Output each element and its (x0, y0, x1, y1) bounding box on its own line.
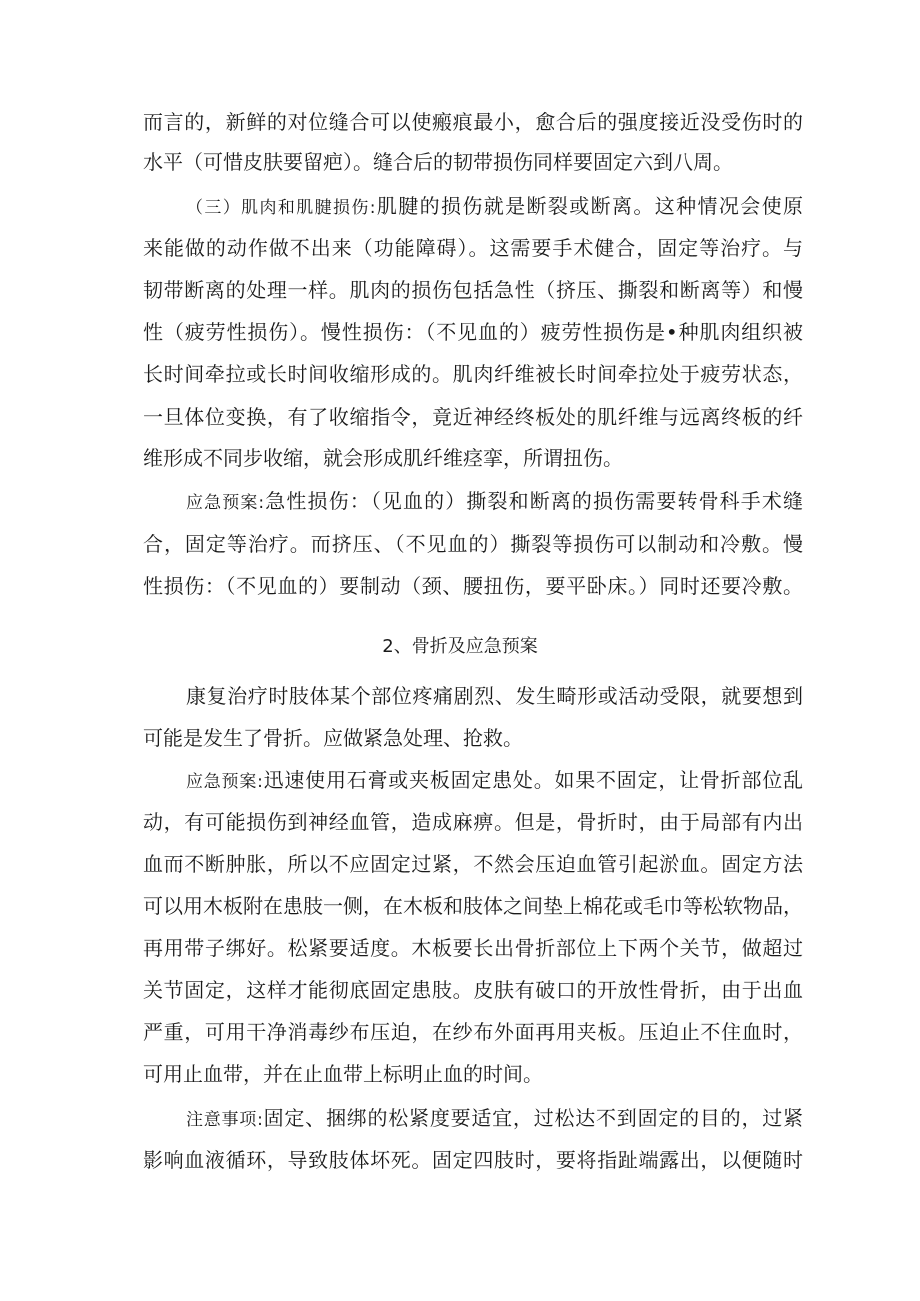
paragraph-line: 合，固定等治疗。而挤压、（不见血的）撕裂等损伤可以制动和冷敷。慢 (143, 532, 803, 556)
paragraph-line: 水平（可惜皮肤要留疤）。缝合后的韧带损伤同样要固定六到八周。 (143, 150, 733, 174)
section-label-muscle-tendon: （三）肌肉和肌腱损伤: (186, 198, 376, 218)
paragraph-line: 一旦体位变换，有了收缩指令，竟近神经终板处的肌纤维与远离终板的纤 (143, 405, 803, 429)
paragraph-line: 韧带断离的处理一样。肌肉的损伤包括急性（挤压、撕裂和断离等）和慢 (143, 278, 803, 302)
paragraph-line: 性损伤：（不见血的）要制动（颈、腰扭伤，要平卧床。）同时还要冷敷。 (143, 574, 803, 598)
paragraph-line: 影响血液循环，导致肢体坏死。固定四肢时，要将指趾端露出，以便随时 (143, 1148, 803, 1172)
paragraph-line: 严重，可用干净消毒纱布压迫，在纱布外面再用夹板。压迫止不住血时， (143, 1020, 803, 1044)
paragraph-line: 再用带子绑好。松紧要适度。木板要长出骨折部位上下两个关节，做超过 (143, 936, 803, 960)
paragraph-line: 可用止血带，并在止血带上标明止血的时间。 (143, 1062, 543, 1086)
paragraph-first-line: 康复治疗时肢体某个部位疼痛剧烈、发生畸形或活动受限，就要想到 (186, 684, 803, 708)
paragraph-text: 固定、捆绑的松紧度要适宜，过松达不到固定的目的，过紧 (262, 1106, 804, 1130)
paragraph-text: 急性损伤：（见血的）撕裂和断离的损伤需要转骨科手术缝 (264, 489, 804, 513)
section-heading: 2、骨折及应急预案 (382, 636, 538, 657)
paragraph-first-line (186, 768, 803, 794)
paragraph-line: 动，有可能损伤到神经血管，造成麻痹。但是，骨折时，由于局部有内出 (143, 810, 803, 834)
paragraph-text: 迅速使用石膏或夹板固定患处。如果不固定，让骨折部位乱 (262, 768, 804, 792)
paragraph-line: 关节固定，这样才能彻底固定患肢。皮肤有破口的开放性骨折，由于出血 (143, 978, 803, 1002)
paragraph-first-line (186, 489, 803, 515)
paragraph-first-line (186, 194, 803, 220)
paragraph-line: 长时间牵拉或长时间收缩形成的。肌肉纤维被长时间牵拉处于疲劳状态， (143, 362, 803, 386)
label-emergency-plan: 应急预案: (186, 772, 263, 792)
paragraph-line: 维形成不同步收缩，就会形成肌纤维痉挛，所谓扭伤。 (143, 446, 623, 470)
paragraph-line: 来能做的动作做不出来（功能障碍）。这需要手术健合，固定等治疗。与 (143, 236, 803, 260)
paragraph-line: 可以用木板附在患肢一侧，在木板和肢体之间垫上棉花或毛巾等松软物品， (143, 894, 803, 918)
paragraph-first-line (186, 1106, 803, 1132)
paragraph-line: 性（疲劳性损伤）。慢性损伤：（不见血的）疲劳性损伤是•种肌肉组织被 (143, 320, 803, 344)
paragraph-text: 肌腱的损伤就是断裂或断离。这种情况会使原 (375, 194, 803, 218)
paragraph-line: 而言的，新鲜的对位缝合可以使瘢痕最小，愈合后的强度接近没受伤时的 (143, 110, 803, 134)
label-emergency-plan: 应急预案: (186, 493, 265, 513)
paragraph-line: 血而不断肿胀，所以不应固定过紧，不然会压迫血管引起淤血。固定方法 (143, 852, 803, 876)
label-precautions: 注意事项: (186, 1110, 263, 1130)
paragraph-line: 可能是发生了骨折。应做紧急处理、抢救。 (143, 726, 523, 750)
